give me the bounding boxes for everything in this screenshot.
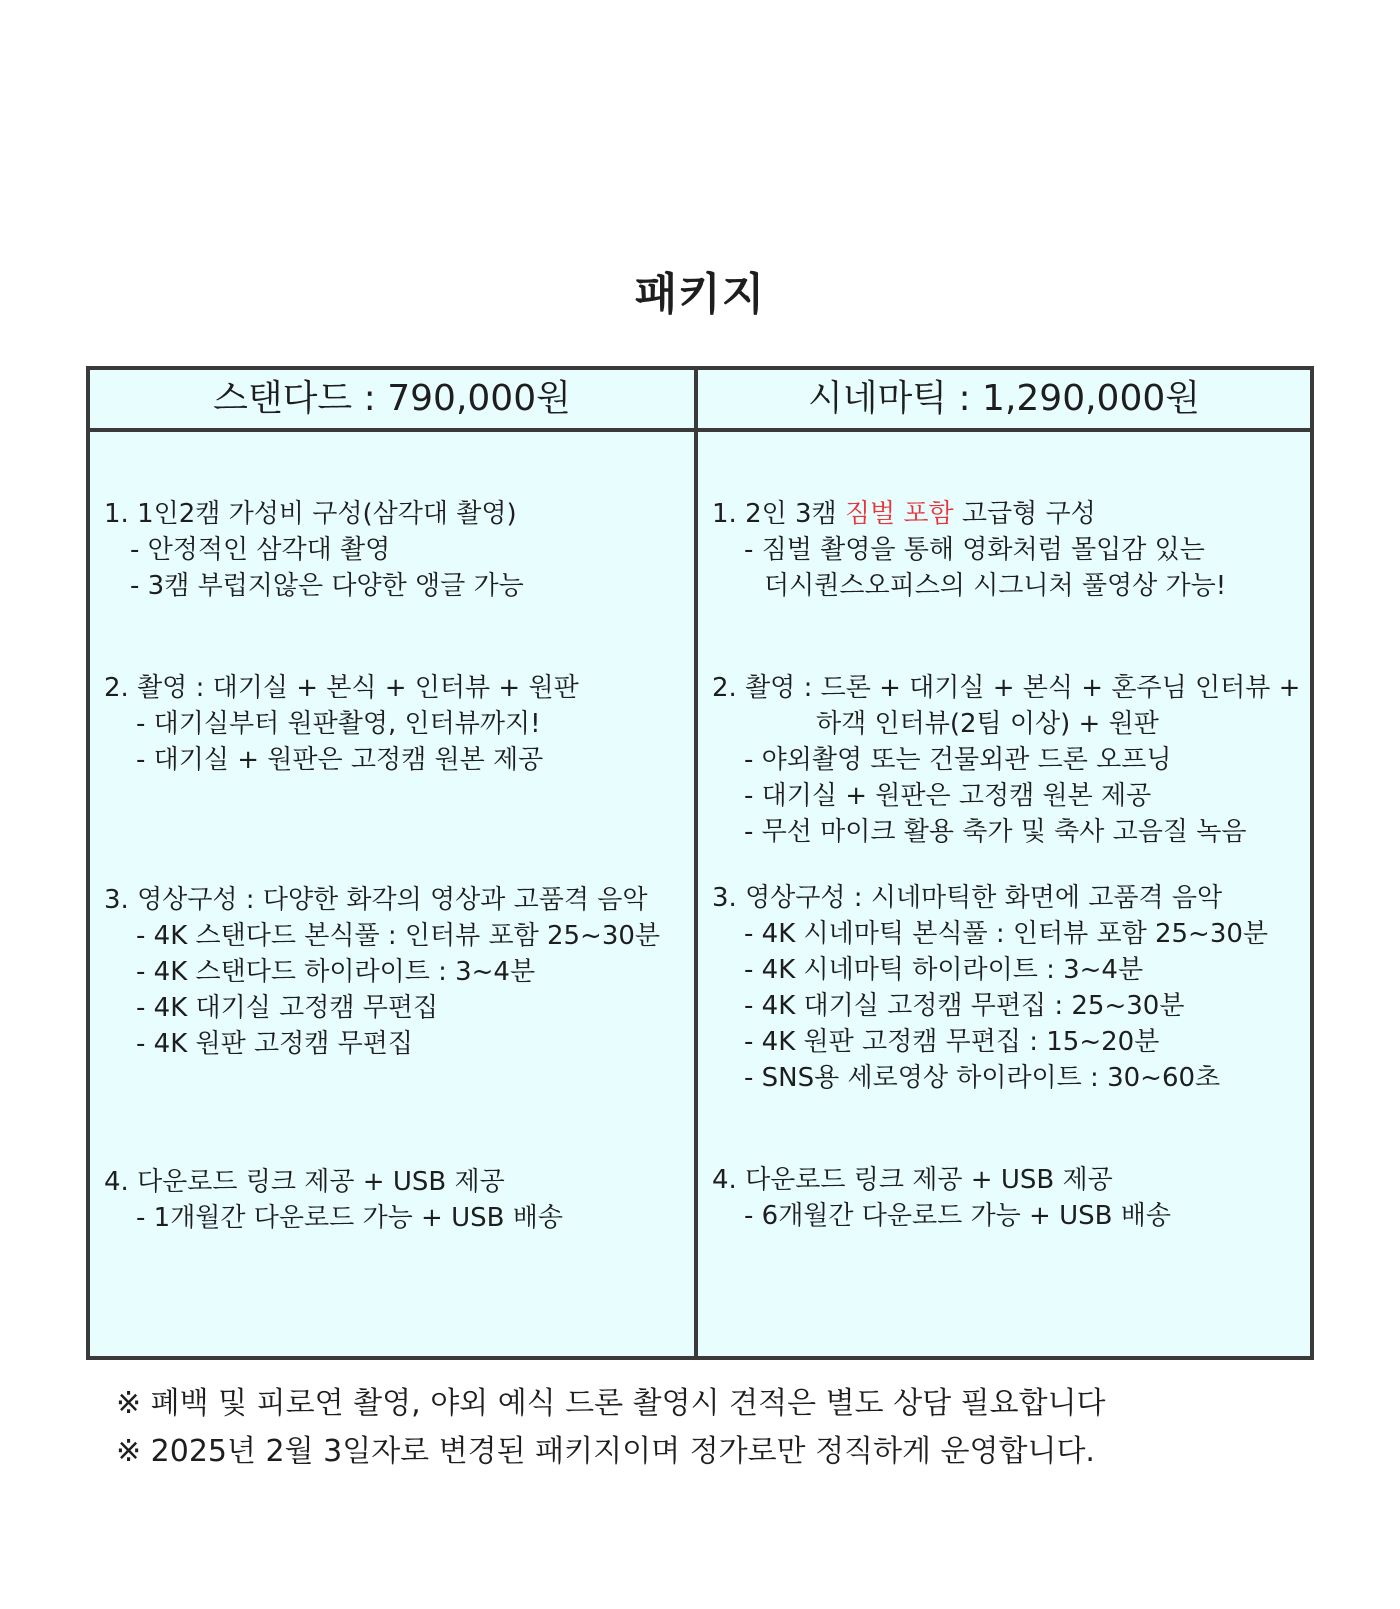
section-title: 4. 다운로드 링크 제공 + USB 제공 [712,1165,1113,1195]
list-item: - 무선 마이크 활용 축가 및 축사 고음질 녹음 [744,817,1247,847]
section-title-continuation: 하객 인터뷰(2팀 이상) + 원판 [816,709,1159,739]
list-item: - 4K 시네마틱 본식풀 : 인터뷰 포함 25~30분 [744,919,1269,949]
section-title: 2. 촬영 : 드론 + 대기실 + 본식 + 혼주님 인터뷰 + [712,673,1301,703]
footnotes [116,1380,1106,1476]
list-item: - 3캠 부럽지않은 다양한 앵글 가능 [130,571,524,601]
cinematic-header: 시네마틱 : 1,290,000원 [807,378,1201,419]
list-item: - 대기실부터 원판촬영, 인터뷰까지! [136,709,541,739]
cinematic-section-4 [712,1162,1306,1234]
standard-header: 스탠다드 : 790,000원 [213,378,571,419]
section-title: 1. 1인2캠 가성비 구성(삼각대 촬영) [104,499,517,529]
page-title: 패키지 [634,269,766,320]
list-item: - 4K 대기실 고정캠 무편집 : 25~30분 [744,991,1185,1021]
section-title: 2. 촬영 : 대기실 + 본식 + 인터뷰 + 원판 [104,673,579,703]
list-item: - 안정적인 삼각대 촬영 [130,535,391,565]
list-item: - 4K 스탠다드 본식풀 : 인터뷰 포함 25~30분 [136,921,661,951]
list-item: - 대기실 + 원판은 고정캠 원본 제공 [136,745,544,775]
list-item: - 4K 스탠다드 하이라이트 : 3~4분 [136,957,536,987]
list-item: - 짐벌 촬영을 통해 영화처럼 몰입감 있는 [744,535,1205,565]
list-item: - 대기실 + 원판은 고정캠 원본 제공 [744,781,1152,811]
standard-section-4 [104,1164,690,1236]
standard-section-1 [104,496,690,604]
cinematic-section-1 [712,496,1306,604]
list-item: - 4K 원판 고정캠 무편집 : 15~20분 [744,1027,1160,1057]
list-item: - 1개월간 다운로드 가능 + USB 배송 [136,1203,563,1233]
list-item: - 야외촬영 또는 건물외관 드론 오프닝 [744,745,1172,775]
cinematic-section-3 [712,880,1306,1096]
standard-section-3 [104,882,690,1062]
package-table [86,366,1314,1360]
footnote: ※ 2025년 2월 3일자로 변경된 패키지이며 정가로만 정직하게 운영합니다. [116,1434,1095,1469]
list-item: - 4K 원판 고정캠 무편집 [136,1029,413,1059]
section-title: 4. 다운로드 링크 제공 + USB 제공 [104,1167,505,1197]
list-item-continuation: 더시퀀스오피스의 시그니처 풀영상 가능! [764,571,1227,601]
footnote: ※ 폐백 및 피로연 촬영, 야외 예식 드론 촬영시 견적은 별도 상담 필요합니다 [116,1386,1106,1421]
standard-section-2 [104,670,690,778]
cinematic-column [698,432,1310,1356]
section-title: 1. 2인 3캠 짐벌 포함 고급형 구성 [712,499,1096,529]
list-item: - 4K 시네마틱 하이라이트 : 3~4분 [744,955,1144,985]
section-title: 3. 영상구성 : 시네마틱한 화면에 고품격 음악 [712,883,1223,913]
section-title: 3. 영상구성 : 다양한 화각의 영상과 고품격 음악 [104,885,648,915]
cinematic-section-2 [712,670,1306,850]
list-item: - 6개월간 다운로드 가능 + USB 배송 [744,1201,1171,1231]
highlight-text: 짐벌 포함 [844,499,954,529]
list-item: - 4K 대기실 고정캠 무편집 [136,993,439,1023]
standard-column [90,432,694,1356]
list-item: - SNS용 세로영상 하이라이트 : 30~60초 [744,1063,1221,1093]
